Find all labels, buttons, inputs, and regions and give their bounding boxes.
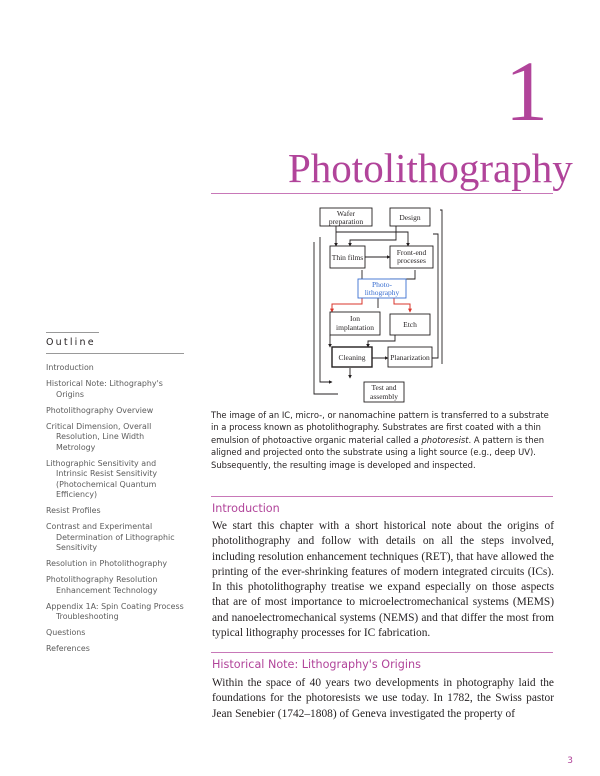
outline-item[interactable]: Critical Dimension, Overall Resolution, Line Width Metrology <box>46 421 152 452</box>
box-test-l2: assembly <box>370 392 398 401</box>
box-photo-l2: lithography <box>364 288 400 297</box>
box-ion-l1: Ion <box>350 314 360 323</box>
outline-item[interactable]: Contrast and Experimental Determination of Lithographic Sensitivity <box>46 522 175 552</box>
box-test-l1: Test and <box>371 383 397 392</box>
intro-rule <box>211 496 553 497</box>
outline-item[interactable]: Introduction <box>46 363 94 372</box>
history-rule <box>211 652 553 653</box>
box-design: Design <box>399 213 421 222</box>
box-thin-films: Thin films <box>331 253 364 262</box>
outline-divider <box>46 353 184 354</box>
box-cleaning: Cleaning <box>338 353 366 362</box>
intro-heading: Introduction <box>212 502 280 515</box>
outline-item[interactable]: Appendix 1A: Spin Coating Process Troubleshooting <box>46 601 184 621</box>
box-frontend-l1: Front-end <box>396 248 427 257</box>
caption-emphasis: photoresist <box>421 434 469 445</box>
chapter-title: Photolithography <box>288 145 573 191</box>
outline-heading: Outline <box>46 337 96 348</box>
outline-item[interactable]: Questions <box>46 628 86 637</box>
history-body: Within the space of 40 years two developments in photography laid the foundations for the photoresists we use today. In 1782, the Swiss pastor Jean Senebier (1742–1808) of Geneva investigated the property of <box>212 677 554 720</box>
history-heading: Historical Note: Lithography's Origins <box>212 658 421 671</box>
outline-item[interactable]: Resist Profiles <box>46 506 101 515</box>
outline-item[interactable]: Historical Note: Lithography's Origins <box>46 379 163 399</box>
process-flow-diagram <box>310 204 450 404</box>
intro-body: We start this chapter with a short historical note about the origins of photolithography and follow with details on all the steps involved, including resolution enhancement techniques (RET), that have allowed the printing of the ever-shrinking features of modern integrated circuits (ICs). In this photolithography treatise we expand especially on those aspects that are of most importance to microelectromechanical systems (MEMS) and nanoelectromechanical systems (NEMS) and that differ the most from typical lithography processes for IC fabrication. <box>212 520 554 640</box>
outline-item[interactable]: Photolithography Resolution Enhancement Technology <box>46 575 158 595</box>
chapter-number: 1 <box>505 43 548 139</box>
page-number: 3 <box>567 756 573 766</box>
box-photo-l1: Photo- <box>371 280 393 289</box>
figure-caption <box>211 409 554 471</box>
chapter-outline <box>46 332 184 660</box>
outline-top-rule <box>46 332 99 333</box>
box-planarization: Planarization <box>390 353 430 362</box>
caption-part2: . A pattern is then aligned and projected onto the substrate using a light source (e.g., deep UV). Subsequently, the resulting image is developed and inspected. <box>211 434 545 470</box>
box-wafer-l1: Wafer <box>336 209 356 218</box>
outline-item[interactable]: References <box>46 644 90 653</box>
outline-item[interactable]: Resolution in Photolithography <box>46 559 168 568</box>
box-wafer-l2: preparation <box>328 217 364 226</box>
box-ion-l2: implantation <box>336 323 374 332</box>
title-rule <box>211 193 553 194</box>
box-frontend-l2: processes <box>397 256 426 265</box>
caption-part1: The image of an IC, micro-, or nanomachine pattern is transferred to a substrate in a process known as photolithography. Substrates are first coated with a thin emulsion of photoactive organic material called a <box>211 410 549 445</box>
box-etch: Etch <box>403 320 417 329</box>
outline-item[interactable]: Photolithography Overview <box>46 405 154 415</box>
outline-item[interactable]: Lithographic Sensitivity and Intrinsic Resist Sensitivity (Photochemical Quantum Efficiency) <box>46 458 158 499</box>
